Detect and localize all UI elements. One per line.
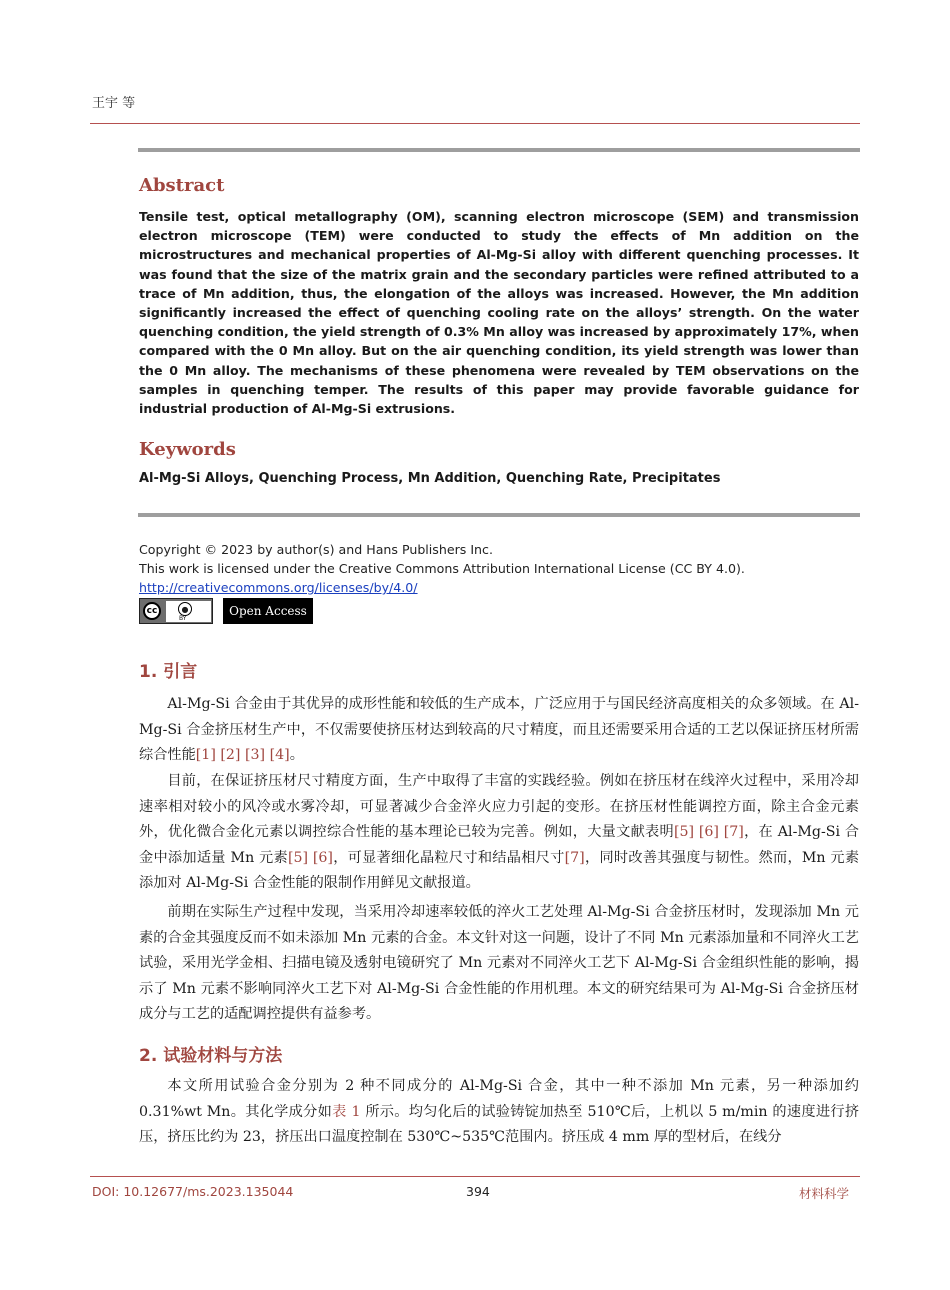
open-access-badge[interactable]: Open Access xyxy=(223,598,313,624)
copyright-block xyxy=(139,540,745,597)
section1-paragraph-3: 前期在实际生产过程中发现，当采用冷却速率较低的淬火工艺处理 Al-Mg-Si 合金挤压材时，发现添加 Mn 元素的合金其强度反而不如未添加 Mn 元素的合金。本文针对这一问题，设计了不同 Mn 元素添加量和不同淬火工艺试验，采用光学金相、扫描电镜及透射电镜研究了 Mn 元素对不同淬火工艺下 Al-Mg-Si 合金组织性能的影响，揭示了 Mn 元素不影响同淬火工艺下对 Al-Mg-Si 合金性能的作用机理。本文的研究结果可为 Al-Mg-Si 合金挤压材成分与工艺的适配调控提供有益参考。 xyxy=(139,904,859,1023)
keywords-heading: Keywords xyxy=(139,439,236,460)
running-head-authors: 王宇 等 xyxy=(92,96,136,111)
footer-journal: 材料科学 xyxy=(799,1186,850,1201)
section1-paragraph-1: Al-Mg-Si 合金由于其优异的成形性能和较低的生产成本，广泛应用于与国民经济高度相关的众多领域。在 Al-Mg-Si 合金挤压材生产中，不仅需要使挤压材达到较高的尺寸精度，而且还需要采用合适的工艺以保证挤压材所需综合性能[1] [2] [3] [4]。 xyxy=(139,696,859,764)
section2-paragraph-1: 本文所用试验合金分别为 2 种不同成分的 Al-Mg-Si 合金，其中一种不添加 Mn 元素，另一种添加约 0.31%wt Mn。其化学成分如表 1 所示。均匀化后的试验铸锭加热至 510℃后，上机以 5 m/min 的速度进行挤压，挤压比约为 23，挤压出口温度控制在 530℃~535℃范围内。挤压成 4 mm 厚的型材后，在线分 xyxy=(139,1078,860,1146)
reference-link[interactable]: [1] [2] [3] [4] xyxy=(195,747,290,764)
abstract-top-rule xyxy=(138,148,860,152)
by-label: BY xyxy=(179,615,187,622)
copyright-line: Copyright © 2023 by author(s) and Hans Publishers Inc. xyxy=(139,542,493,557)
license-line: This work is licensed under the Creative Commons Attribution International License (CC BY 4.0). xyxy=(139,561,745,576)
keywords-text: Al-Mg-Si Alloys, Quenching Process, Mn Addition, Quenching Rate, Precipitates xyxy=(139,471,721,486)
abstract-bottom-rule xyxy=(138,513,860,517)
footer-doi: DOI: 10.12677/ms.2023.135044 xyxy=(92,1184,294,1199)
footer-page-number: 394 xyxy=(466,1184,490,1199)
abstract-text: Tensile test, optical metallography (OM), scanning electron microscope (SEM) and transmission electron microscope (TEM) were conducted to study the effects of Mn addition on the microstructures and mechanical properties of Al-Mg-Si alloy with different quenching processes. It was found that the size of the matrix grain and the secondary particles were refined attributed to a trace of Mn addition, thus, the elongation of the alloys was increased. However, the Mn addition significantly increased the effect of quenching cooling rate on the alloys’ strength. On the water quenching condition, the yield strength of 0.3% Mn alloy was increased by approximately 17%, when compared with the 0 Mn alloy. But on the air quenching condition, its yield strength was lower than the 0 Mn alloy. The mechanisms of these phenomena were revealed by TEM observations on the samples in quenching temper. The results of this paper may provide favorable guidance for industrial production of Al-Mg-Si extrusions. xyxy=(139,209,859,417)
license-link[interactable]: http://creativecommons.org/licenses/by/4.0/ xyxy=(139,580,418,595)
license-badges xyxy=(139,598,313,624)
section2-heading: 2. 试验材料与方法 xyxy=(139,1046,283,1066)
cc-icon: cc xyxy=(143,602,161,620)
reference-link[interactable]: [5] [6] [7] xyxy=(673,824,744,841)
cc-by-badge[interactable] xyxy=(139,598,213,624)
reference-link[interactable]: [7] xyxy=(564,849,585,866)
header-rule xyxy=(90,123,860,124)
section1-heading: 1. 引言 xyxy=(139,662,198,682)
section1-paragraph-2: 目前，在保证挤压材尺寸精度方面，生产中取得了丰富的实践经验。例如在挤压材在线淬火过程中，采用冷却速率相对较小的风冷或水雾冷却，可显著减少合金淬火应力引起的变形。在挤压材性能调控方面，除主合金元素外，优化微合金化元素以调控综合性能的基本理论已较为完善。例如，大量文献表明[5] [6] [7]，在 Al-Mg-Si 合金中添加适量 Mn 元素[5] [6]，可显著细化晶粒尺寸和结晶相尺寸[7]，同时改善其强度与韧性。然而，Mn 元素添加对 Al-Mg-Si 合金性能的限制作用鲜见文献报道。 xyxy=(139,773,860,892)
person-icon: ● xyxy=(178,602,192,616)
reference-link[interactable]: [5] [6] xyxy=(287,849,333,866)
abstract-heading: Abstract xyxy=(139,175,225,196)
footer-rule xyxy=(90,1176,860,1177)
table-reference-link[interactable]: 表 1 xyxy=(332,1103,361,1120)
